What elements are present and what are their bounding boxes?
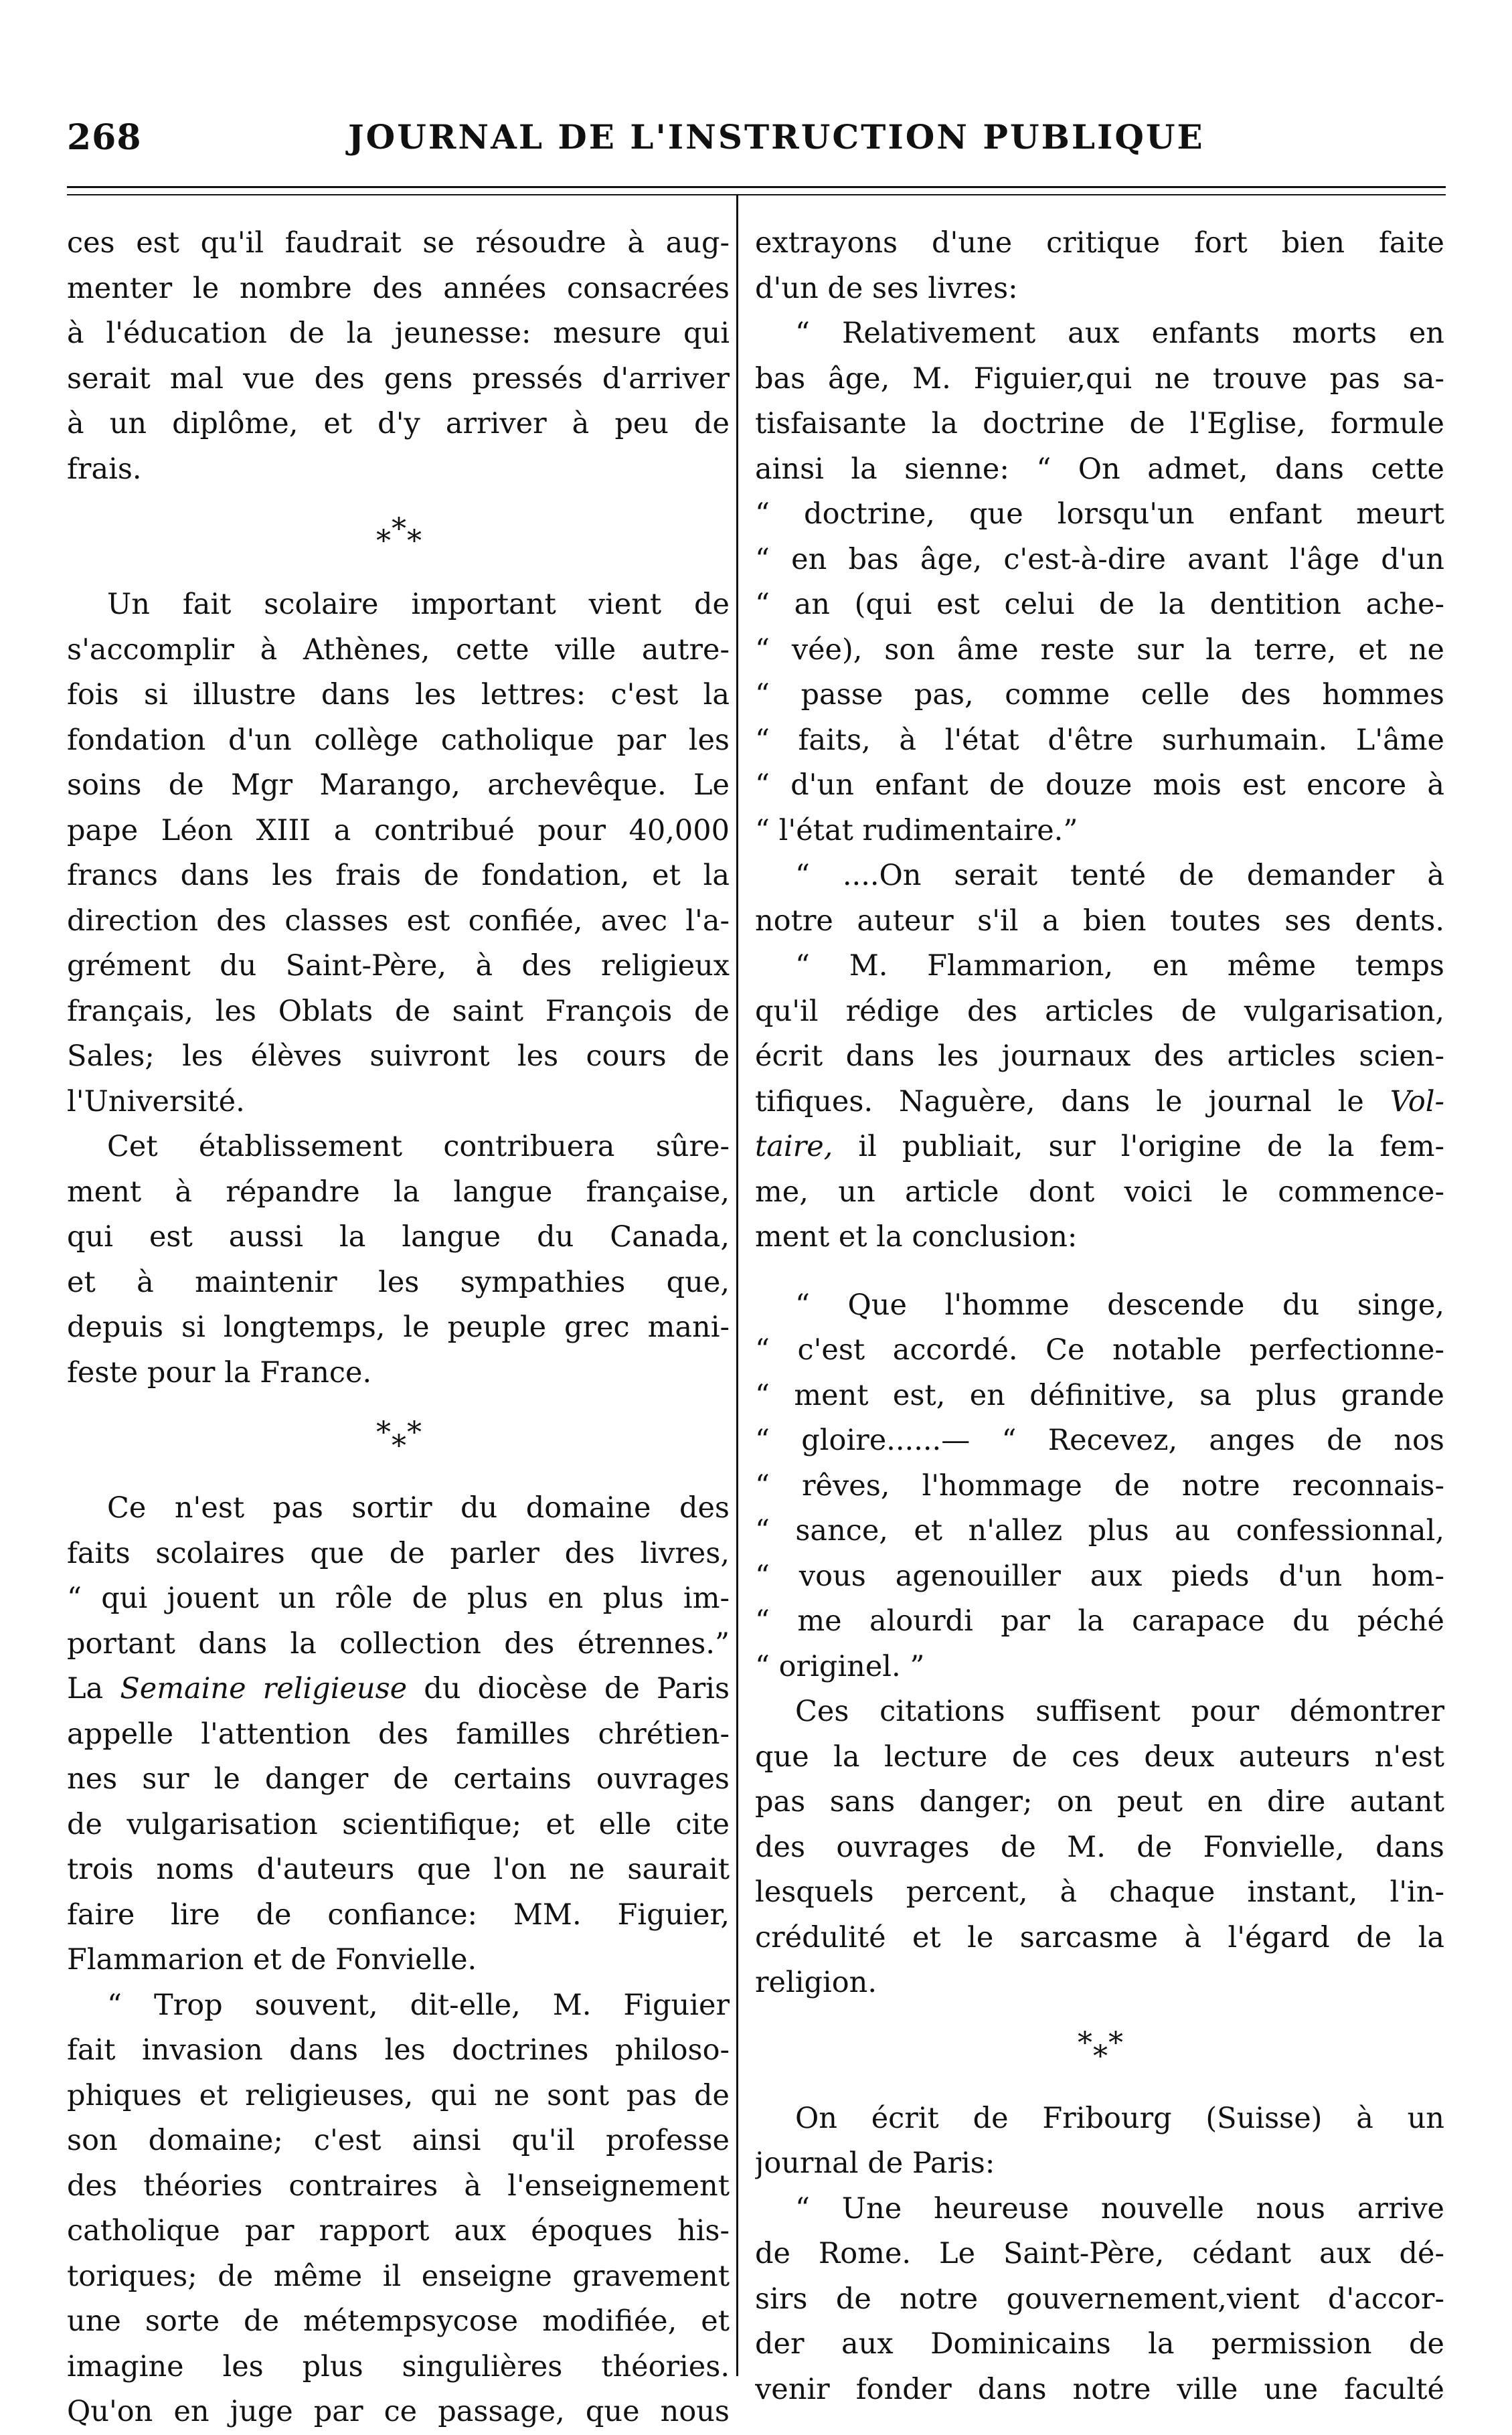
text-line: d'un de ses livres: [755, 271, 1018, 305]
header-rule-secondary [67, 194, 1446, 195]
text-line: pape Léon XIII a contribué pour 40,000 [67, 813, 730, 847]
text-line: feste pour la France. [67, 1355, 372, 1390]
text-line: une sorte de métempsycose modifiée, et [67, 2304, 730, 2338]
text-line: fait invasion dans les doctrines philoso- [67, 2033, 730, 2067]
text-line: “ ment est, en définitive, sa plus grande [755, 1378, 1444, 1412]
page-header [67, 110, 1446, 171]
text-line: ment à répandre la langue française, [67, 1175, 730, 1209]
text-line: pas sans danger; on peut en dire autant [755, 1785, 1444, 1819]
text-line: tisfaisante la doctrine de l'Eglise, formule [755, 407, 1444, 440]
text-line: que la lecture de ces deux auteurs n'est [755, 1740, 1444, 1774]
text-line: des théories contraires à l'enseignement [67, 2169, 730, 2203]
text-line: “ sance, et n'allez plus au confessionnal, [755, 1514, 1444, 1547]
text-line: phiques et religieuses, qui ne sont pas de [67, 2078, 730, 2112]
text-line: s'accomplir à Athènes, cette ville autre- [67, 633, 730, 667]
ornament-star: * [1078, 2025, 1092, 2060]
text-line: “ en bas âge, c'est-à-dire avant l'âge d'un [755, 542, 1444, 576]
text-line: notre auteur s'il a bien toutes ses dents. [755, 904, 1444, 938]
text-line: religion. [755, 1966, 877, 1999]
text-line: grément du Saint-Père, à des religieux [67, 949, 730, 983]
text-line: qu'il rédige des articles de vulgarisation, [755, 994, 1444, 1028]
ornament-star: * [1108, 2025, 1123, 2060]
text-line: faits scolaires que de parler des livres, [67, 1536, 730, 1570]
text-line: français, les Oblats de saint François de [67, 994, 730, 1028]
publication-title: Vol- [1390, 1084, 1444, 1118]
text-line: soins de Mgr Marango, archevêque. Le [67, 768, 730, 802]
text-line: “ qui jouent un rôle de plus en plus im- [67, 1582, 730, 1615]
text-line: “ Relativement aux enfants morts en [795, 317, 1444, 350]
ornament-star: * [392, 512, 406, 546]
section-ornament [755, 2006, 1444, 2096]
text-line: “ vous agenouiller aux pieds d'un hom- [755, 1559, 1444, 1593]
text-line: venir fonder dans notre ville une faculté [755, 2372, 1444, 2406]
ornament-star: * [1093, 2039, 1108, 2074]
text-line: qui est aussi la langue du Canada, [67, 1220, 730, 1254]
publication-title: taire, [755, 1130, 833, 1163]
column-divider [736, 194, 738, 2376]
text-line: Flammarion et de Fonvielle. [67, 1943, 477, 1977]
text-line: et à maintenir les sympathies que, [67, 1265, 730, 1299]
text-line: imagine les plus singulières théories. [67, 2349, 730, 2383]
text-line: La Semaine religieuse du diocèse de Paris [67, 1672, 730, 1705]
text-line: “ d'un enfant de douze mois est encore à [755, 768, 1444, 802]
text-line: depuis si longtemps, le peuple grec mani- [67, 1311, 730, 1344]
text-line: appelle l'attention des familles chrétien- [67, 1717, 730, 1751]
text-line: écrit dans les journaux des articles scien- [755, 1039, 1444, 1073]
ornament-star: * [407, 1416, 422, 1450]
publication-title: Semaine religieuse [120, 1672, 408, 1705]
text-line: taire, il publiait, sur l'origine de la fem- [755, 1130, 1444, 1163]
text-line: sirs de notre gouvernement,vient d'accor- [755, 2282, 1444, 2316]
text-line: trois noms d'auteurs que l'on ne saurait [67, 1853, 730, 1886]
text-line: “ ....On serait tenté de demander à [795, 859, 1444, 892]
text-line: ment et la conclusion: [755, 1220, 1078, 1254]
text-line: “ Trop souvent, dit-elle, M. Figuier [107, 1988, 730, 2022]
text-line: Ces citations suffisent pour démontrer [795, 1695, 1444, 1728]
text-line: de vulgarisation scientifique; et elle cite [67, 1807, 730, 1841]
text-line: “ l'état rudimentaire.” [755, 813, 1078, 847]
text-line: Ce n'est pas sortir du domaine des [107, 1491, 730, 1525]
text-line: faire lire de confiance: MM. Figuier, [67, 1898, 730, 1932]
text-line: der aux Dominicains la permission de [755, 2327, 1444, 2361]
text-line: l'Université. [67, 1084, 245, 1118]
text-line: Qu'on en juge par ce passage, que nous [67, 2395, 730, 2428]
running-title: JOURNAL DE L'INSTRUCTION PUBLIQUE [348, 117, 1205, 157]
text-line: ainsi la sienne: “ On admet, dans cette [755, 452, 1444, 486]
right-column [755, 221, 1444, 2412]
text-line: ces est qu'il faudrait se résoudre à aug- [67, 226, 730, 260]
text-line: “ c'est accordé. Ce notable perfectionne- [755, 1333, 1444, 1367]
text-line: “ vée), son âme reste sur la terre, et ne [755, 633, 1444, 667]
ornament-star: * [376, 1416, 391, 1450]
text-line: Un fait scolaire important vient de [107, 588, 730, 621]
text-line: “ me alourdi par la carapace du péché [755, 1604, 1444, 1638]
text-line: crédulité et le sarcasme à l'égard de la [755, 1920, 1444, 1954]
text-line: tifiques. Naguère, dans le journal le Vol- [755, 1084, 1444, 1118]
text-line: bas âge, M. Figuier,qui ne trouve pas sa- [755, 361, 1444, 396]
text-line: serait mal vue des gens pressés d'arriver [67, 361, 730, 396]
text-line: des ouvrages de M. de Fonvielle, dans [755, 1830, 1444, 1864]
text-line: “ an (qui est celui de la dentition ache- [755, 588, 1444, 621]
text-line: Sales; les élèves suivront les cours de [67, 1039, 730, 1073]
text-line: direction des classes est confiée, avec l'a- [67, 904, 730, 938]
text-line: extrayons d'une critique fort bien faite [755, 226, 1444, 260]
text-line: “ Que l'homme descende du singe, [795, 1288, 1444, 1322]
text-line: son domaine; c'est ainsi qu'il professe [67, 2124, 730, 2157]
spacer [755, 1260, 1444, 1283]
page-number: 268 [67, 117, 142, 158]
ornament-star: * [392, 1429, 406, 1463]
text-line: à l'éducation de la jeunesse: mesure qui [67, 317, 730, 350]
text-line: à un diplôme, et d'y arriver à peu de [67, 407, 730, 440]
text-line: catholique par rapport aux époques his- [67, 2214, 730, 2248]
text-line: “ Une heureuse nouvelle nous arrive [795, 2191, 1444, 2226]
text-line: lesquels percent, à chaque instant, l'in- [755, 1875, 1444, 1909]
text-line: portant dans la collection des étrennes.” [67, 1626, 730, 1661]
text-line: de Rome. Le Saint-Père, cédant aux dé- [755, 2237, 1444, 2270]
section-ornament [67, 1396, 730, 1486]
header-rule [67, 186, 1446, 188]
text-line: journal de Paris: [755, 2147, 995, 2180]
text-line: toriques; de même il enseigne gravement [67, 2259, 730, 2293]
text-line: “ doctrine, que lorsqu'un enfant meurt [755, 497, 1444, 531]
text-line: fois si illustre dans les lettres: c'est la [67, 678, 730, 711]
text-line: frais. [67, 452, 142, 486]
text-line: “ gloire......— “ Recevez, anges de nos [755, 1424, 1444, 1457]
left-column [67, 221, 730, 2435]
ornament-star: * [376, 524, 391, 558]
text-line: francs dans les frais de fondation, et la [67, 859, 730, 892]
text-line: “ faits, à l'état d'être surhumain. L'âme [755, 723, 1444, 757]
text-line: “ rêves, l'hommage de notre reconnais- [755, 1468, 1444, 1503]
text-line: menter le nombre des années consacrées [67, 271, 730, 305]
section-ornament [67, 492, 730, 582]
ornament-star: * [407, 524, 422, 558]
text-line: fondation d'un collège catholique par les [67, 723, 730, 757]
text-line: “ passe pas, comme celle des hommes [755, 678, 1444, 711]
text-line: nes sur le danger de certains ouvrages [67, 1762, 730, 1796]
text-line: Cet établissement contribuera sûre- [107, 1130, 730, 1163]
text-line: “ M. Flammarion, en même temps [795, 949, 1444, 983]
text-line: On écrit de Fribourg (Suisse) à un [795, 2101, 1444, 2135]
text-line: me, un article dont voici le commence- [755, 1175, 1444, 1209]
text-line: “ originel. ” [755, 1649, 925, 1683]
